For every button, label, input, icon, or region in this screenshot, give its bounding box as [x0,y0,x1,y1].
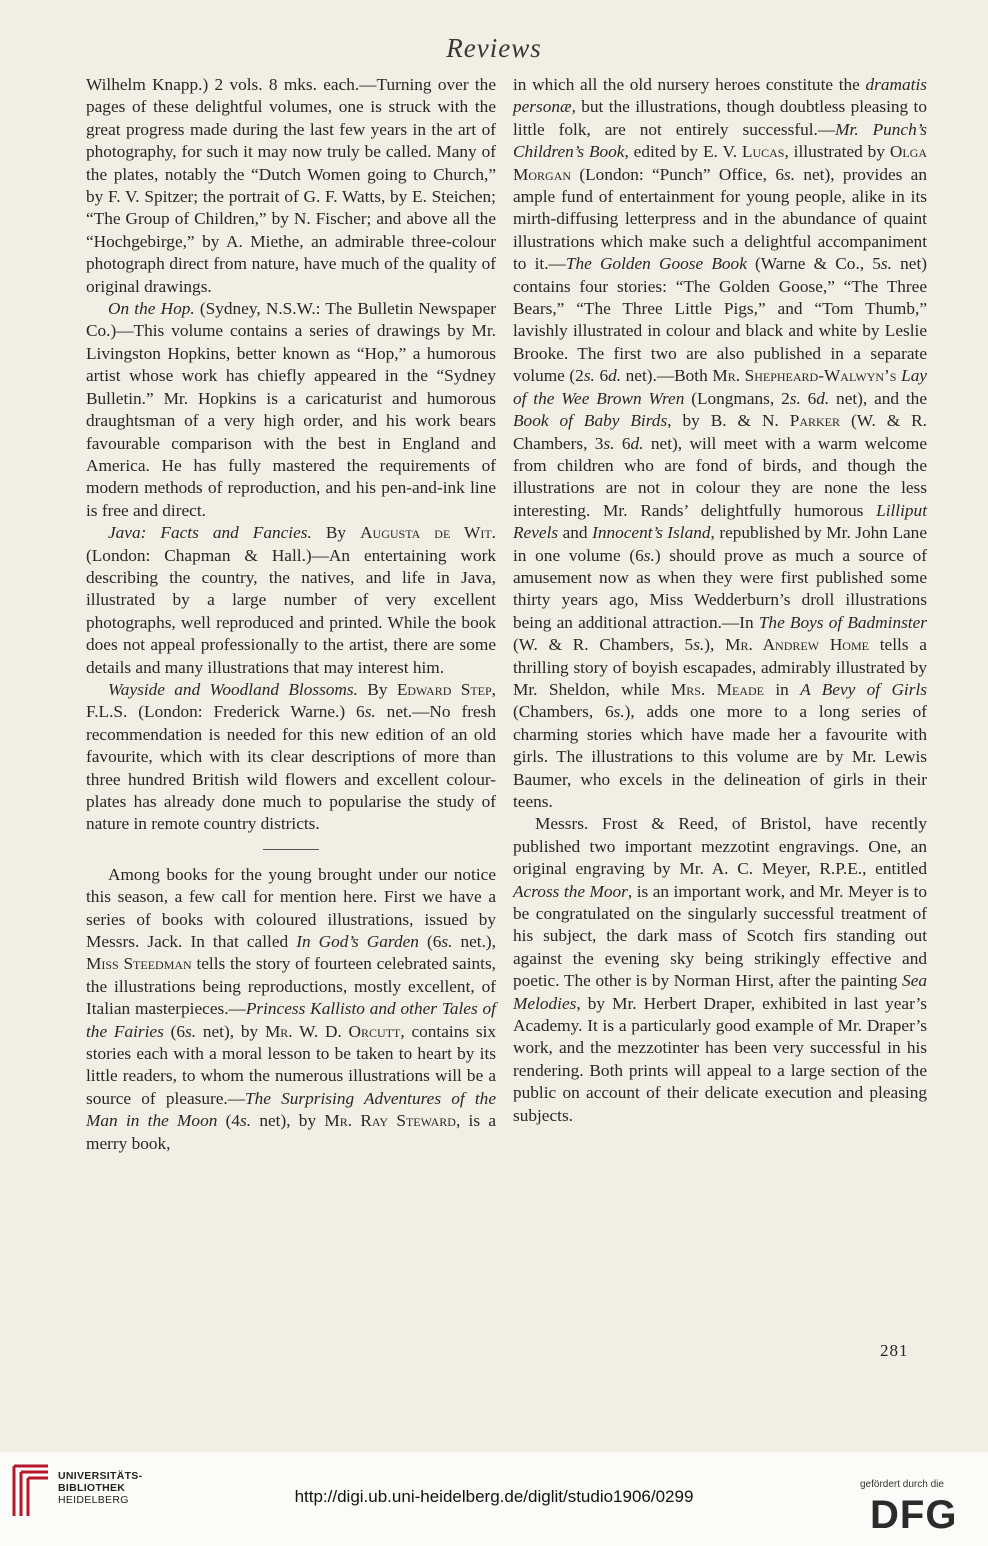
running-head: Reviews [446,33,542,63]
left-column [86,74,496,1155]
review-paragraph: Messrs. Frost & Reed, of Bristol, have recently published two important mezzotint engravings. One, an original engraving by Mr. A. C. Meyer, R.P.E., entitled Across the Moor, is an important work, and Mr. Meyer is to be congratulated on the singularly successful treatment of his subject, the dark mass of Scotch firs standing out against the evening sky being strikingly effective and poetic. The other is by Norman Hirst, after the painting Sea Melodies, by Mr. Herbert Draper, exhibited in last year’s Academy. It is a particularly good example of Mr. Draper’s work, and the mezzotinter has been very successful in his rendering. Both prints will appeal to a large section of the public on account of their delicate execution and pleasing subjects. [513,814,928,1125]
funded-by-label: gefördert durch die [860,1479,944,1490]
section-divider [263,849,319,850]
page-number: 281 [880,1341,909,1360]
review-paragraph: On the Hop. (Sydney, N.S.W.: The Bulletin Newspaper Co.)—This volume contains a series of drawings by Mr. Livingston Hopkins, better known as “Hop,” a humorous artist whose work has chiefly appeared in the “Sydney Bulletin.” Mr. Hopkins is a caricaturist and humorous draughtsman of a very high order, and his work bears favourable comparison with the best in England and America. He has fully mastered the requirements of modern methods of reproduction, and his pen-and-ink line is free and direct. [86,299,496,520]
right-column [513,74,927,1127]
review-paragraph: in which all the old nursery heroes constitute the dramatis personæ, but the illustrations, though doubtless pleasing to little folk, are not entirely successful.—Mr. Punch’s Children’s Book, edited by E. V. Lucas, illustrated by Olga Morgan (London: “Punch” Office, 6s. net), provides an ample fund of entertainment for young people, alike in its mirth-diffusing letterpress and in the abundance of quaint illustrations which make such a delightful accompaniment to it.—The Golden Goose Book (Warne & Co., 5s. net) contains four stories: “The Golden Goose,” “The Three Bears,” “The Three Little Pigs,” and “Tom Thumb,” lavishly illustrated in colour and black and white by Leslie Brooke. The first two are also published in a separate volume (2s. 6d. net).—Both Mr. Shepheard-Walwyn’s Lay of the Wee Brown Wren (Longmans, 2s. 6d. net), and the Book of Baby Birds, by B. & N. Parker (W. & R. Chambers, 3s. 6d. net), will meet with a warm welcome from children who are fond of birds, and though the illustrations are not in colour they are none the less interesting. Mr. Rands’ delightfully humorous Lilliput Revels and Innocent’s Island, republished by Mr. John Lane in one volume (6s.) should prove as much a source of amusement now as when they were first published some thirty years ago, Miss Wedderburn’s droll illustrations being an additional attraction.—In The Boys of Badminster (W. & R. Chambers, 5s.), Mr. Andrew Home tells a thrilling story of boyish escapades, admirably illustrated by Mr. Sheldon, while Mrs. Meade in A Bevy of Girls (Chambers, 6s.), adds one more to a long series of charming stories which have made her a favourite with girls. The illustrations to this volume are by Mr. Lewis Baumer, who excels in the delineation of girls in their teens. [513,75,928,811]
review-paragraph: Wilhelm Knapp.) 2 vols. 8 mks. each.—Turning over the pages of these delightful volumes, one is struck with the great progress made during the last few years in the art of photography, for such it may now truly be called. Many of the plates, notably the “Dutch Women going to Church,” by F. V. Spitzer; the portrait of G. F. Watts, by E. Steichen; “The Group of Children,” by N. Fischer; and above all the “Hochgebirge,” by A. Miethe, an admirable three-colour photograph direct from nature, have much of the quality of original drawings. [86,75,496,296]
library-name-line: BIBLIOTHEK [58,1482,126,1494]
library-name-line: HEIDELBERG [58,1494,129,1506]
review-paragraph: Java: Facts and Fancies. By Augusta de Wit. (London: Chapman & Hall.)—An entertaining work describing the country, the natives, and life in Java, illustrated by a large number of very excellent photographs, well reproduced and printed. While the book does not appeal professionally to the artist, there are some details and many illustrations that may interest him. [86,523,496,677]
review-paragraph: Among books for the young brought under our notice this season, a few call for mention here. First we have a series of books with coloured illustrations, issued by Messrs. Jack. In that called In God’s Garden (6s. net.), Miss Steedman tells the story of fourteen celebrated saints, the illustrations being reproductions, mostly excellent, of Italian masterpieces.—Princess Kallisto and other Tales of the Fairies (6s. net), by Mr. W. D. Orcutt, contains six stories each with a moral lesson to be taken to heart by its little readers, to whom the numerous illustrations will be a source of pleasure.—The Surprising Adventures of the Man in the Moon (4s. net), by Mr. Ray Steward, is a merry book, [86,864,497,1153]
library-name-line: UNIVERSITÄTS- [58,1470,143,1482]
permalink-url[interactable]: http://digi.ub.uni-heidelberg.de/diglit/studio1906/0299 [294,1487,694,1506]
review-paragraph: Wayside and Woodland Blossoms. By Edward Step, F.L.S. (London: Frederick Warne.) 6s. net.—No fresh recommendation is needed for this new edition of an old favourite, which with its clear descriptions of more than three hundred British wild flowers and excellent colour-plates has already done much to popularise the study of nature in remote country districts. [86,679,496,834]
dfg-logo: DFG [870,1493,958,1537]
